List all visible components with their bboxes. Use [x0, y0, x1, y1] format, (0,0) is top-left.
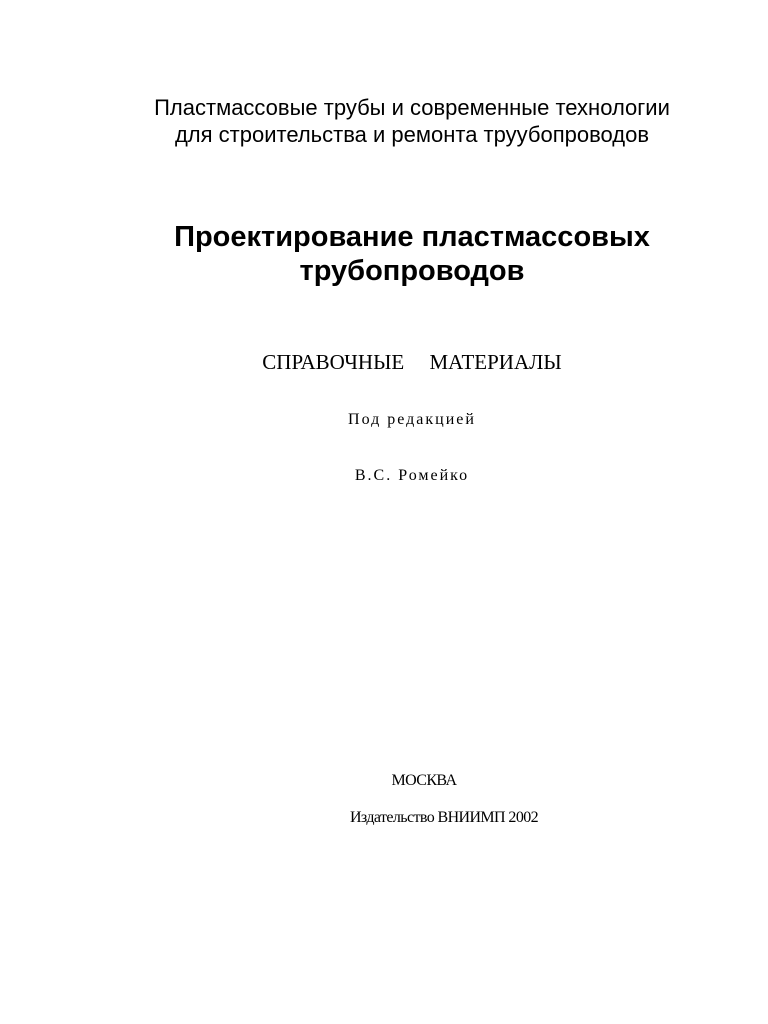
editor-name: В.С. Ромейко: [354, 467, 470, 484]
editor-label: Под редакцией: [348, 411, 476, 428]
series-title-line-2: для строительства и ремонта труубопроводов: [174, 122, 650, 147]
book-title-line-2: трубопроводов: [299, 255, 525, 287]
book-subtitle: СПРАВОЧНЫЕ МАТЕРИАЛЫ: [262, 350, 562, 374]
publication-city: МОСКВА: [391, 772, 457, 789]
book-title-line-1: Проектирование пластмассовых: [174, 221, 650, 253]
publisher-and-year: Издательство ВНИИМП 2002: [349, 809, 539, 826]
series-title-line-1: Пластмассовые трубы и современные технологии: [154, 95, 670, 120]
